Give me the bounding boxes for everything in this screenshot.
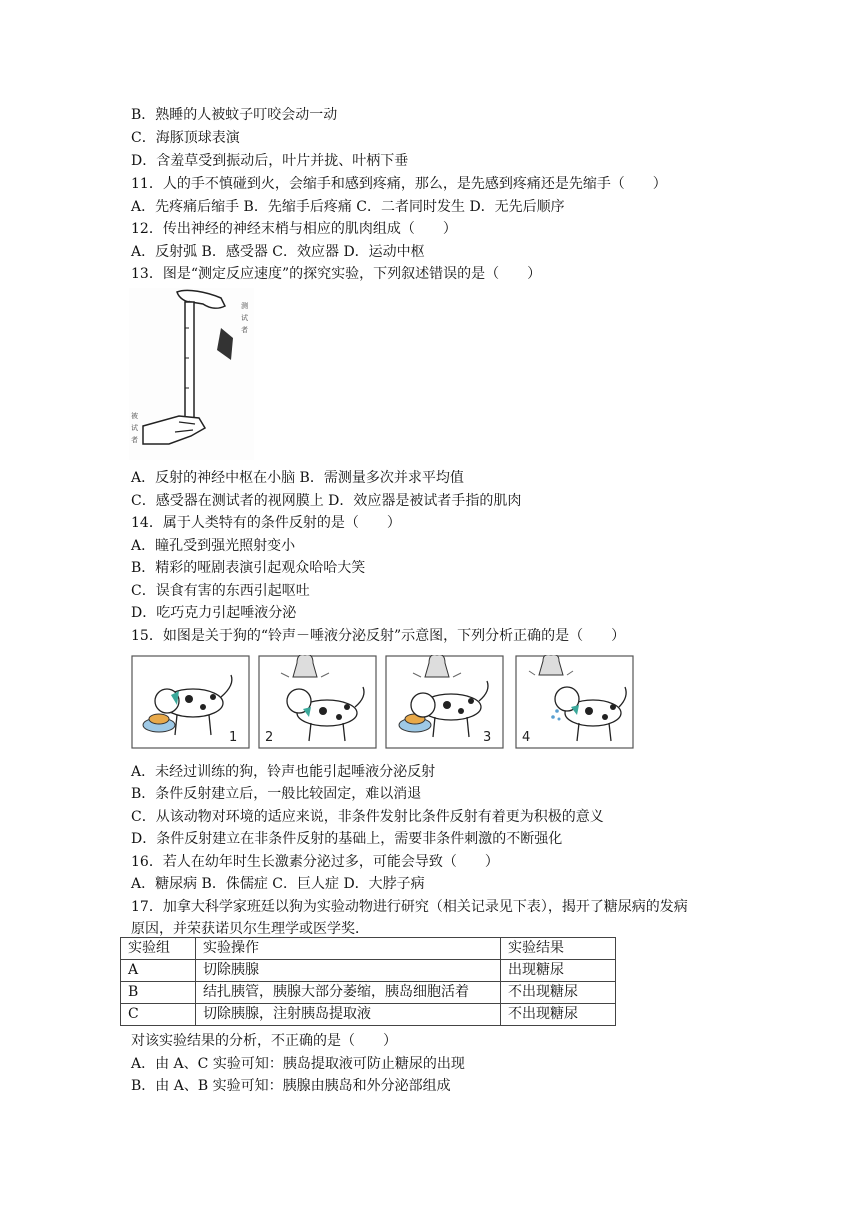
q17-stem-line-1: 17．加拿大科学家班廷以狗为实验动物进行研究（相关记录见下表），揭开了糖尿病的发病 — [131, 899, 688, 915]
panel-number-2: 2 — [265, 730, 274, 745]
dog-panel-2 — [259, 655, 376, 748]
dog-reflex-figure — [131, 655, 634, 749]
q16-stem: 16．若人在幼年时生长激素分泌过多，可能会导致（ ） — [131, 854, 499, 870]
q13-stem: 13．图是“测定反应速度”的探究实验，下列叙述错误的是（ ） — [131, 266, 542, 282]
table-cell: 结扎胰管，胰腺大部分萎缩，胰岛细胞活着 — [196, 982, 501, 1004]
dog-panels-illustration — [131, 655, 634, 749]
table-cell: 切除胰腺 — [196, 960, 501, 982]
q14-option-a: A．瞳孔受到强光照射变小 — [131, 538, 296, 554]
svg-text:者: 者 — [131, 436, 138, 444]
q17-option-a: A．由 A、C 实验可知：胰岛提取液可防止糖尿的出现 — [131, 1056, 465, 1072]
table-cell: 切除胰腺，注射胰岛提取液 — [196, 1004, 501, 1026]
table-cell: 不出现糖尿 — [501, 1004, 616, 1026]
q11-stem: 11．人的手不慎碰到火，会缩手和感到疼痛，那么，是先感到疼痛还是先缩手（ ） — [131, 176, 667, 192]
q14-option-b: B．精彩的哑剧表演引起观众哈哈大笑 — [131, 560, 366, 576]
q17-question: 对该实验结果的分析，不正确的是（ ） — [131, 1033, 397, 1049]
q14-stem: 14．属于人类特有的条件反射的是（ ） — [131, 515, 401, 531]
table-row — [121, 982, 616, 1004]
panel-number-3: 3 — [483, 730, 492, 745]
header-operation: 实验操作 — [196, 938, 501, 960]
q17-stem-line-2: 原因，并荣获诺贝尔生理学或医学奖． — [131, 921, 369, 937]
reaction-test-figure — [129, 288, 254, 460]
panel-number-1: 1 — [229, 730, 238, 745]
q11-options: A．先疼痛后缩手 B．先缩手后疼痛 C．二者同时发生 D．无先后顺序 — [131, 199, 565, 215]
q17-option-b: B．由 A、B 实验可知：胰腺由胰岛和外分泌部组成 — [131, 1078, 451, 1094]
dog-panel-3 — [386, 655, 503, 748]
table-cell: 出现糖尿 — [501, 960, 616, 982]
q14-option-d: D．吃巧克力引起唾液分泌 — [131, 605, 297, 621]
q15-option-c: C．从该动物对环境的适应来说，非条件发射比条件反射有着更为积极的意义 — [131, 809, 604, 825]
header-group: 实验组 — [121, 938, 196, 960]
q12-stem: 12．传出神经的神经末梢与相应的肌肉组成（ ） — [131, 221, 457, 237]
q15-option-a: A．未经过训练的狗，铃声也能引起唾液分泌反射 — [131, 764, 436, 780]
table-cell: 不出现糖尿 — [501, 982, 616, 1004]
q15-option-b: B．条件反射建立后，一般比较固定，难以消退 — [131, 786, 422, 802]
q12-options: A．反射弧 B．感受器 C．效应器 D．运动中枢 — [131, 244, 425, 260]
table-row — [121, 960, 616, 982]
q10-option-d: D．含羞草受到振动后，叶片并拢、叶柄下垂 — [131, 153, 409, 169]
table-cell: A — [121, 960, 196, 982]
table-cell: C — [121, 1004, 196, 1026]
svg-text:者: 者 — [241, 326, 248, 334]
q10-option-b: B．熟睡的人被蚊子叮咬会动一动 — [131, 107, 338, 123]
q15-stem: 15．如图是关于狗的“铃声－唾液分泌反射”示意图，下列分析正确的是（ ） — [131, 628, 626, 644]
table-cell: B — [121, 982, 196, 1004]
svg-text:试: 试 — [241, 314, 248, 322]
table-header-row — [121, 938, 616, 960]
svg-text:试: 试 — [131, 424, 138, 432]
experiment-table — [120, 937, 616, 1026]
q13-options-cd: C．感受器在测试者的视网膜上 D．效应器是被试者手指的肌肉 — [131, 493, 522, 509]
dog-panel-4 — [516, 655, 633, 748]
svg-text:被: 被 — [131, 412, 138, 420]
q16-options: A．糖尿病 B．侏儒症 C．巨人症 D．大脖子病 — [131, 876, 425, 892]
q14-option-c: C．误食有害的东西引起呕吐 — [131, 583, 310, 599]
q15-option-d: D．条件反射建立在非条件反射的基础上，需要非条件刺激的不断强化 — [131, 831, 563, 847]
header-result: 实验结果 — [501, 938, 616, 960]
q10-option-c: C．海豚顶球表演 — [131, 130, 240, 146]
panel-number-4: 4 — [522, 730, 531, 745]
dog-panel-1 — [132, 656, 249, 748]
ruler-drop-illustration — [129, 288, 254, 460]
svg-text:测: 测 — [241, 302, 248, 310]
table-row — [121, 1004, 616, 1026]
q13-options-ab: A．反射的神经中枢在小脑 B．需测量多次并求平均值 — [131, 470, 464, 486]
